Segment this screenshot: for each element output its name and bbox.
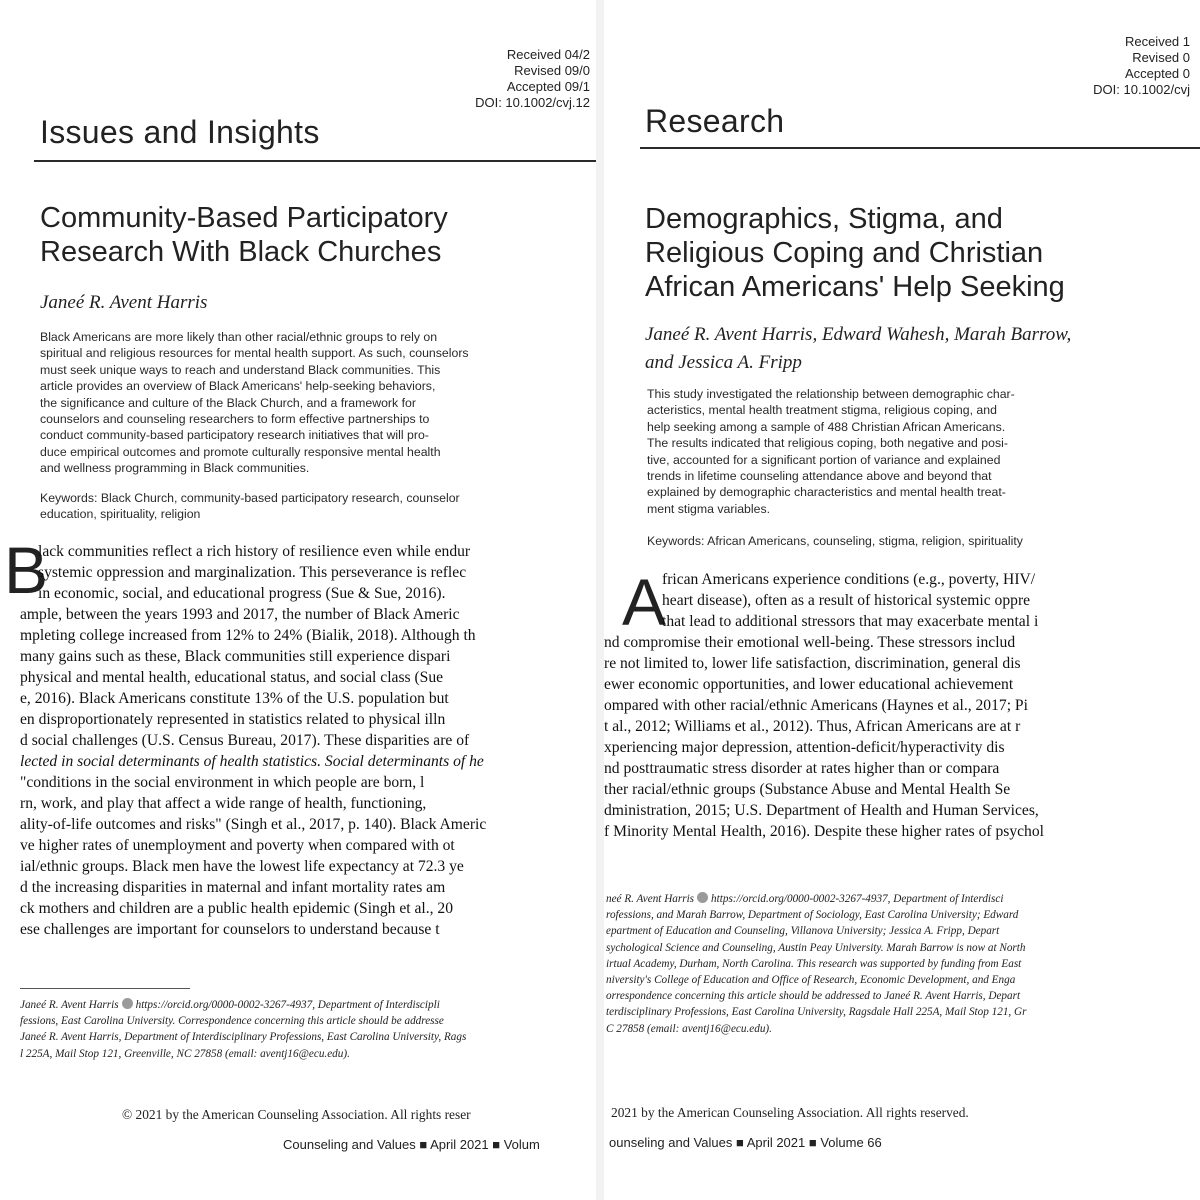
section-rule <box>34 160 596 162</box>
accepted-date: Accepted 0 <box>1124 66 1190 81</box>
footnote-rule <box>20 988 190 989</box>
drop-cap: A <box>622 565 667 639</box>
orcid-icon <box>122 998 133 1009</box>
article-title: Demographics, Stigma, and Religious Coping and Christian African Americans' Help Seeking <box>645 203 1065 303</box>
section-heading: Research <box>645 103 785 139</box>
journal-info: ounseling and Values ■ April 2021 ■ Volume 66 <box>609 1135 882 1150</box>
orcid-icon <box>697 892 708 903</box>
right-article-dates <box>1093 34 1190 98</box>
article-abstract: This study investigated the relationship between demographic char- acteristics, mental health treatment stigma, religious coping, and help seeking among a sample of 488 Christian African Americans. The results indicated that religious coping, both negative and posi- tive, accounted for a significant portion of variance and explained trends in lifetime counseling attendance above and beyond that explained by demographic characteristics and mental health treat- ment stigma variables. <box>647 387 1015 516</box>
received-date: Received 04/2 <box>506 47 590 62</box>
article-body: frican Americans experience conditions (e.g., poverty, HIV/ heart disease), often as a result of historical systemic oppre that lead to additional stressors that may exacerbate mental i nd compromise their emotional well-being. These stressors includ re not limited to, lower life satisfaction, discrimination, general dis ewer economic opportunities, and lower educational achievement ompared with other racial/ethnic Americans (Haynes et al., 2017; Pi t al., 2012; Williams et al., 2012). Thus, African Americans are at r xperiencing major depression, attention-deficit/hyperactivity dis nd posttraumatic stress disorder at rates higher than or compara ther racial/ethnic groups (Substance Abuse and Mental Health Se dministration, 2015; U.S. Department of Health and Human Services, f Minority Mental Health, 2016). Despite these higher rates of psychol <box>604 571 1044 840</box>
article-title: Community-Based Participatory Research With Black Churches <box>40 202 448 268</box>
doi: DOI: 10.1002/cvj.12 <box>475 95 590 110</box>
copyright-line: 2021 by the American Counseling Association. All rights reserved. <box>611 1105 969 1120</box>
article-authors: Janeé R. Avent Harris <box>40 292 208 313</box>
received-date: Received 1 <box>1124 34 1190 49</box>
article-abstract: Black Americans are more likely than other racial/ethnic groups to rely on spiritual and religious resources for mental health support. As such, counselors must seek unique ways to reach and understand Black communities. This article provides an overview of Black Americans' help-seeking behaviors, the significance and culture of the Black Church, and a framework for counselors and counseling researchers to form effective partnerships to conduct community-based participatory research initiatives that will pro- duce empirical outcomes and promote culturally responsive mental health and wellness programming in Black communities. <box>40 330 469 476</box>
article-body: lack communities reflect a rich history of resilience even while endur systemic oppression and marginalization. This perseverance is reflec in economic, social, and educational progress (Sue & Sue, 2016). ample, between the years 1993 and 2017, the number of Black Americ mpleting college increased from 12% to 24% (Bialik, 2018). Although th many gains such as these, Black communities still experience dispari physical and mental health, educational status, and social class (Sue e, 2016). Black Americans constitute 13% of the U.S. population but en disproportionately represented in statistics related to physical illn d social challenges (U.S. Census Bureau, 2017). These disparities are of lected in social determinants of health statistics. Social determinants of he "conditions in the social environment in which people are born, l rn, work, and play that affect a wide range of health, functioning, ality-of-life outcomes and risks" (Singh et al., 2017, p. 140). Black Americ ve higher rates of unemployment and poverty when compared with ot ial/ethnic groups. Black men have the lowest life expectancy at 72.3 ye d the increasing disparities in maternal and infant mortality rates am ck mothers and children are a public health epidemic (Singh et al., 20 ese challenges are important for counselors to understand because t <box>20 543 487 938</box>
author-footnote: neé R. Avent Harris https://orcid.org/0000-0002-3267-4937, Department of Interdisci rofessions, and Marah Barrow, Department of Sociology, East Carolina University; Edward epartment of Education and Counseling, Villanova University; Jessica A. Fripp, Depart sychological Science and Counseling, Austin Peay University. Marah Barrow is now at North irtual Academy, Durham, North Carolina. This research was supported by funding from East niversity's College of Education and Office of Research, Economic Development, and Enga orrespondence concerning this article should be addressed to Janeé R. Avent Harris, Depart terdisciplinary Professions, East Carolina University, Ragsdale Hall 225A, Mail Stop 121, Gr C 27858 (email: aventj16@ecu.edu). <box>606 893 1027 1035</box>
article-keywords: Keywords: Black Church, community-based participatory research, counselor education, spirituality, religion <box>40 491 460 522</box>
page-divider <box>596 0 604 1200</box>
article-authors: Janeé R. Avent Harris, Edward Wahesh, Marah Barrow, and Jessica A. Fripp <box>645 324 1072 373</box>
author-footnote: Janeé R. Avent Harris https://orcid.org/0000-0002-3267-4937, Department of Interdiscipli fessions, East Carolina University. Correspondence concerning this article should be addresse Janeé R. Avent Harris, Department of Interdisciplinary Professions, East Carolina University, Rags l 225A, Mail Stop 121, Greenville, NC 27858 (email: aventj16@ecu.edu). <box>20 999 467 1060</box>
left-article-dates <box>475 47 590 111</box>
drop-cap: B <box>4 533 49 607</box>
revised-date: Revised 09/0 <box>514 63 590 78</box>
doi: DOI: 10.1002/cvj <box>1093 82 1190 97</box>
copyright-line: © 2021 by the American Counseling Association. All rights reser <box>122 1107 471 1122</box>
accepted-date: Accepted 09/1 <box>506 79 590 94</box>
journal-info: Counseling and Values ■ April 2021 ■ Volum <box>283 1137 540 1152</box>
left-article-page <box>0 0 596 1200</box>
section-heading: Issues and Insights <box>40 114 320 150</box>
article-keywords: Keywords: African Americans, counseling, stigma, religion, spirituality <box>647 534 1023 548</box>
revised-date: Revised 0 <box>1132 50 1190 65</box>
section-rule <box>640 147 1200 149</box>
right-article-page <box>604 0 1200 1200</box>
